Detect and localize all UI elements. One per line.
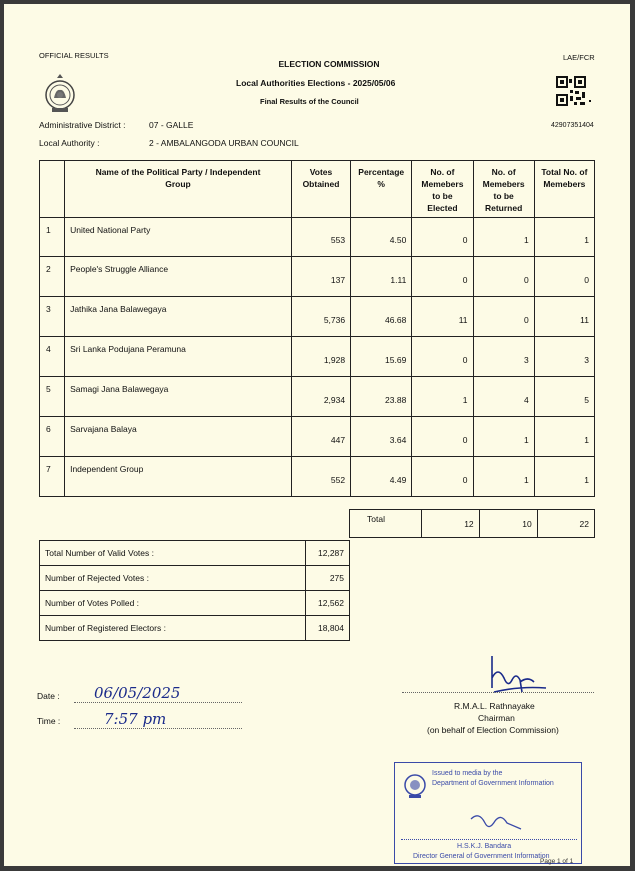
table-header-row — [40, 161, 595, 218]
column-header-to-be-elected: No. of Memebers to be Elected — [412, 161, 473, 218]
returned-cell: 1 — [473, 417, 534, 457]
votes-cell: 447 — [291, 417, 350, 457]
column-header-total-members: Total No. of Memebers — [534, 161, 594, 218]
table-row — [40, 218, 595, 257]
signatory-title: Chairman — [478, 713, 515, 723]
elected-cell: 0 — [412, 337, 473, 377]
votes-polled-value: 12,562 — [305, 591, 349, 616]
party-name: Independent Group — [65, 457, 292, 497]
results-document — [4, 4, 630, 866]
signatory-name: R.M.A.L. Rathnayake — [454, 701, 535, 711]
percentage-cell: 4.50 — [351, 218, 412, 257]
summary-row — [40, 541, 350, 566]
returned-cell: 4 — [473, 377, 534, 417]
elected-cell: 0 — [412, 457, 473, 497]
commission-title: ELECTION COMMISSION — [278, 59, 380, 69]
date-value: 06/05/2025 — [94, 684, 181, 702]
totals-elected: 12 — [421, 510, 479, 538]
totals-label: Total — [350, 510, 422, 538]
returned-cell: 3 — [473, 337, 534, 377]
percentage-cell: 15.69 — [351, 337, 412, 377]
vote-summary-table — [39, 540, 350, 641]
summary-row — [40, 616, 350, 641]
elected-cell: 0 — [412, 218, 473, 257]
party-name: Sri Lanka Podujana Peramuna — [65, 337, 292, 377]
percentage-cell: 1.11 — [351, 257, 412, 297]
totals-table — [349, 509, 595, 538]
document-number: 42907351404 — [551, 122, 594, 129]
summary-row — [40, 566, 350, 591]
time-label: Time : — [37, 716, 61, 726]
table-row — [40, 417, 595, 457]
total-members-cell: 3 — [534, 337, 594, 377]
district-value: 07 - GALLE — [149, 120, 194, 130]
valid-votes-value: 12,287 — [305, 541, 349, 566]
official-results-label: OFFICIAL RESULTS — [39, 51, 109, 60]
totals-members: 22 — [537, 510, 594, 538]
table-row — [40, 257, 595, 297]
stamp-line-2: Department of Government Information — [432, 780, 554, 787]
party-name: Sarvajana Balaya — [65, 417, 292, 457]
percentage-cell: 46.68 — [351, 297, 412, 337]
totals-returned: 10 — [479, 510, 537, 538]
votes-cell: 552 — [291, 457, 350, 497]
total-members-cell: 0 — [534, 257, 594, 297]
time-line — [74, 728, 242, 729]
government-emblem-icon — [403, 771, 427, 799]
page-number: Page 1 of 1 — [540, 858, 574, 865]
time-value: 7:57 pm — [104, 710, 167, 728]
row-number: 1 — [40, 218, 65, 257]
elected-cell: 0 — [412, 257, 473, 297]
total-members-cell: 1 — [534, 457, 594, 497]
party-name: Jathika Jana Balawegaya — [65, 297, 292, 337]
table-row — [40, 297, 595, 337]
votes-cell: 5,736 — [291, 297, 350, 337]
returned-cell: 1 — [473, 457, 534, 497]
total-members-cell: 11 — [534, 297, 594, 337]
votes-cell: 553 — [291, 218, 350, 257]
percentage-cell: 3.64 — [351, 417, 412, 457]
party-name: Samagi Jana Balawegaya — [65, 377, 292, 417]
percentage-cell: 4.49 — [351, 457, 412, 497]
row-number: 2 — [40, 257, 65, 297]
stamp-name: H.S.K.J. Bandara — [457, 843, 512, 850]
elected-cell: 11 — [412, 297, 473, 337]
total-members-cell: 1 — [534, 218, 594, 257]
elected-cell: 0 — [412, 417, 473, 457]
votes-polled-label: Number of Votes Polled : — [40, 591, 306, 616]
elected-cell: 1 — [412, 377, 473, 417]
final-results-subtitle: Final Results of the Council — [260, 97, 359, 106]
stamp-line-1: Issued to media by the — [432, 770, 503, 777]
totals-row — [350, 510, 595, 538]
summary-row — [40, 591, 350, 616]
registered-electors-label: Number of Registered Electors : — [40, 616, 306, 641]
row-number: 5 — [40, 377, 65, 417]
authority-label: Local Authority : — [39, 138, 100, 148]
signatory-on-behalf: (on behalf of Election Commission) — [427, 725, 559, 735]
stamp-title: Director General of Government Information — [413, 853, 550, 860]
rejected-votes-value: 275 — [305, 566, 349, 591]
column-header-percentage: Percentage % — [351, 161, 412, 218]
table-row — [40, 337, 595, 377]
row-number: 3 — [40, 297, 65, 337]
row-number: 6 — [40, 417, 65, 457]
rejected-votes-label: Number of Rejected Votes : — [40, 566, 306, 591]
column-header-party: Name of the Political Party / Independent Group — [65, 161, 292, 218]
table-row — [40, 377, 595, 417]
stamp-signature-line — [401, 839, 577, 840]
table-row — [40, 457, 595, 497]
signature-line — [402, 692, 594, 693]
total-members-cell: 5 — [534, 377, 594, 417]
votes-cell: 137 — [291, 257, 350, 297]
party-name: United National Party — [65, 218, 292, 257]
date-label: Date : — [37, 691, 60, 701]
results-table — [39, 160, 595, 497]
media-stamp — [394, 762, 582, 864]
election-title: Local Authorities Elections - 2025/05/06 — [236, 78, 396, 88]
state-emblem-icon — [43, 72, 77, 114]
returned-cell: 0 — [473, 297, 534, 337]
column-header-to-be-returned: No. of Memebers to be Returned — [473, 161, 534, 218]
row-number: 4 — [40, 337, 65, 377]
column-header-number — [40, 161, 65, 218]
column-header-votes: Votes Obtained — [291, 161, 350, 218]
form-code: LAE/FCR — [563, 53, 595, 62]
returned-cell: 1 — [473, 218, 534, 257]
valid-votes-label: Total Number of Valid Votes : — [40, 541, 306, 566]
party-name: People's Struggle Alliance — [65, 257, 292, 297]
director-signature-icon — [465, 809, 525, 837]
date-line — [74, 702, 242, 703]
returned-cell: 0 — [473, 257, 534, 297]
qr-code-icon — [556, 76, 594, 108]
percentage-cell: 23.88 — [351, 377, 412, 417]
district-label: Administrative District : — [39, 120, 126, 130]
votes-cell: 2,934 — [291, 377, 350, 417]
total-members-cell: 1 — [534, 417, 594, 457]
row-number: 7 — [40, 457, 65, 497]
authority-value: 2 - AMBALANGODA URBAN COUNCIL — [149, 138, 299, 148]
votes-cell: 1,928 — [291, 337, 350, 377]
registered-electors-value: 18,804 — [305, 616, 349, 641]
